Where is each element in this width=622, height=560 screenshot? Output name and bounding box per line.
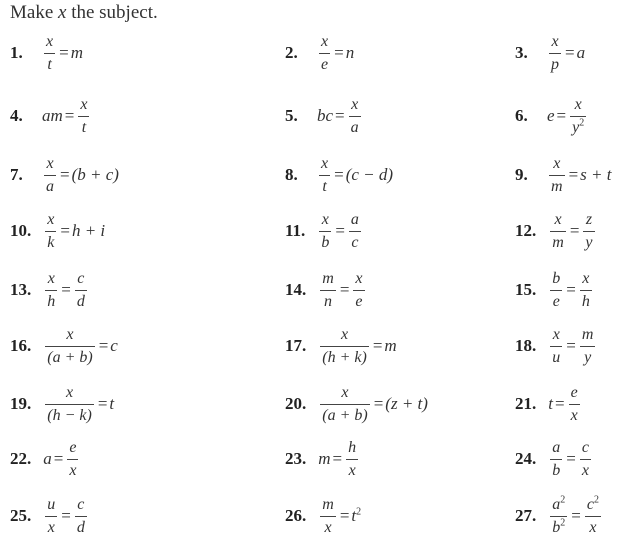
problem-number: 12. [515,221,537,240]
denominator: t [81,118,87,136]
problem-number: 1. [10,43,23,62]
problem-15 [515,262,594,318]
numerator: x [551,32,559,50]
denominator: (a + b) [322,406,368,424]
denominator-base: b [552,518,561,536]
numerator: x [47,269,55,287]
lhs: am [42,106,63,125]
equation [548,271,594,310]
fraction [45,212,56,251]
problem-11 [285,203,363,259]
equals-sign: = [98,336,109,355]
problem-6 [515,88,588,144]
equation [317,156,393,195]
denominator: m [551,177,563,195]
equals-sign: = [372,336,383,355]
numerator: e [570,383,578,401]
fraction [580,271,592,310]
equals-sign: = [64,106,75,125]
numerator: x [80,95,88,113]
problem-number: 4. [10,106,23,125]
fraction [75,497,87,536]
equation [548,212,596,251]
equation [317,212,363,251]
problem-19 [10,376,114,432]
equals-sign: = [556,106,567,125]
rhs: m [70,43,83,62]
equation [42,97,91,136]
rhs [351,506,361,526]
numerator: x [553,154,561,172]
denominator: m [552,233,564,251]
fraction [585,494,601,536]
fraction [45,497,57,536]
page-title [10,2,158,24]
equation [318,440,360,479]
problem-27 [515,488,603,544]
numerator: x [46,32,54,50]
denominator: (a + b) [47,348,93,366]
numerator: x [582,269,590,287]
fraction [320,385,369,424]
equation [318,497,361,536]
equals-sign: = [60,221,70,240]
rhs: (b + c) [71,165,119,184]
equation [547,156,611,195]
fraction [319,34,330,73]
problem-1 [10,25,83,81]
denominator: x [570,406,578,424]
numerator: c [77,495,85,513]
numerator: x [46,154,54,172]
rhs: s + t [580,165,612,184]
lhs: m [318,449,331,468]
denominator: x [69,461,77,479]
problem-13 [10,262,89,318]
fraction [349,97,361,136]
numerator: a [350,210,359,228]
equation [317,34,354,73]
numerator: x [66,325,74,343]
numerator [585,494,601,516]
problem-number: 26. [285,506,307,525]
denominator: a [350,118,359,136]
equals-sign: = [59,43,69,62]
equals-sign: = [334,43,344,62]
denominator: t [47,55,52,73]
denominator: e [321,55,329,73]
problem-number: 8. [285,165,298,184]
denominator: y [584,348,592,366]
problem-12 [515,203,597,259]
problem-number: 13. [10,280,32,299]
equation [43,385,114,424]
denominator: x [324,518,332,536]
exponent: 2 [560,494,566,506]
fraction [550,494,567,536]
problem-number: 19. [10,394,32,413]
equation [547,34,585,73]
fraction [44,34,55,73]
denominator: h [47,292,56,310]
numerator: x [321,210,329,228]
rhs: h + i [71,221,106,240]
equation [547,97,588,136]
problem-8 [285,147,393,203]
fraction [346,440,358,479]
lhs: t [548,394,553,413]
fraction [44,156,56,195]
problem-number: 18. [515,336,537,355]
fraction [349,212,361,251]
equation [548,440,593,479]
problem-number: 25. [10,506,32,525]
problem-number: 5. [285,106,298,125]
denominator: p [551,55,559,73]
problem-number: 7. [10,165,23,184]
numerator: x [65,383,74,401]
equals-sign: = [339,506,350,525]
denominator: e [552,292,560,310]
denominator: x [589,518,597,536]
problem-23 [285,431,360,487]
title-suffix: the subject. [66,2,158,23]
problem-17 [285,318,397,374]
fraction [550,271,562,310]
rhs: t [109,394,115,413]
equals-sign: = [339,280,350,299]
rhs: n [345,43,355,62]
numerator: b [552,269,561,287]
equals-sign: = [565,43,575,62]
numerator: x [355,269,363,287]
exponent: 2 [356,506,362,518]
denominator: u [552,348,561,366]
exponent: 2 [593,494,599,506]
lhs: a [43,449,52,468]
problem-number: 22. [10,449,32,468]
fraction [550,327,562,366]
equals-sign: = [335,106,345,125]
fraction [319,212,331,251]
denominator: d [76,292,85,310]
equals-sign: = [566,449,576,468]
numerator-base: a [552,495,561,513]
problem-21 [515,376,582,432]
denominator: (h + k) [322,348,367,366]
rhs-base: t [351,506,357,525]
fraction [549,156,565,195]
title-prefix: Make [10,2,59,23]
equals-sign: = [53,449,64,468]
fraction [320,271,336,310]
problem-number: 11. [285,221,306,240]
numerator-base: c [586,495,594,513]
problem-number: 3. [515,43,528,62]
exponent: 2 [560,517,566,529]
equals-sign: = [554,394,565,413]
numerator: c [581,438,589,456]
denominator: y [585,233,593,251]
equation [548,385,581,424]
problem-number: 14. [285,280,307,299]
fraction [319,156,330,195]
equals-sign: = [571,506,581,525]
equation [318,271,366,310]
equals-sign: = [335,221,345,240]
title-var: x [58,2,67,23]
denominator: d [76,518,85,536]
equals-sign: = [61,506,71,525]
equation [43,497,89,536]
fraction [550,212,566,251]
numerator: x [340,325,349,343]
denominator: b [552,461,561,479]
numerator: x [47,210,55,228]
fraction [45,327,94,366]
problem-5 [285,88,363,144]
problem-20 [285,376,428,432]
problem-number: 24. [515,449,537,468]
fraction [75,271,87,310]
denominator: a [46,177,54,195]
denominator: c [351,233,359,251]
exponent: 2 [579,117,585,129]
numerator: x [321,32,329,50]
fraction [45,271,57,310]
problem-number: 23. [285,449,307,468]
fraction [570,97,586,136]
problem-number: 6. [515,106,528,125]
problem-25 [10,488,89,544]
problem-number: 9. [515,165,528,184]
equation [43,271,89,310]
equation [43,212,105,251]
fraction [45,385,94,424]
problem-number: 2. [285,43,298,62]
equals-sign: = [332,449,343,468]
rhs: (c − d) [345,165,394,184]
problem-10 [10,203,105,259]
problem-22 [10,431,80,487]
problem-number: 27. [515,506,537,525]
problem-9 [515,147,611,203]
fraction [569,385,580,424]
fraction [320,497,336,536]
problem-2 [285,25,354,81]
numerator: m [322,495,334,513]
problem-16 [10,318,118,374]
problem-number: 10. [10,221,32,240]
denominator: h [581,292,590,310]
equation [317,97,363,136]
equation [43,440,80,479]
equals-sign: = [334,165,344,184]
equals-sign: = [60,165,70,184]
denominator: (h − k) [47,406,92,424]
problem-number: 16. [10,336,32,355]
denominator: b [321,233,330,251]
equals-sign: = [97,394,108,413]
fraction [583,212,594,251]
equals-sign: = [566,280,576,299]
equation [548,494,603,536]
numerator: x [574,95,582,113]
lhs: bc [317,106,334,125]
numerator: z [585,210,593,228]
equals-sign: = [373,394,384,413]
denominator: e [355,292,363,310]
problem-3 [515,25,585,81]
equation [42,34,83,73]
numerator [550,494,567,516]
denominator: t [322,177,327,195]
fraction [67,440,78,479]
numerator: u [47,495,56,513]
lhs: e [547,106,555,125]
problem-number: 21. [515,394,537,413]
equation [548,327,597,366]
rhs: a [576,43,586,62]
equation [43,327,118,366]
denominator: x [47,518,55,536]
numerator: m [322,269,334,287]
numerator: e [69,438,77,456]
equation [318,385,428,424]
fraction [580,440,591,479]
numerator: x [351,95,359,113]
problem-18 [515,318,597,374]
rhs: c [110,336,118,355]
numerator: h [348,438,357,456]
equals-sign: = [569,221,580,240]
denominator [570,117,586,136]
denominator: k [47,233,55,251]
equals-sign: = [566,336,576,355]
equation [318,327,396,366]
problem-24 [515,431,593,487]
problem-number: 17. [285,336,307,355]
numerator: x [321,154,329,172]
fraction [353,271,364,310]
equals-sign: = [61,280,71,299]
problem-4 [10,88,91,144]
denominator: x [581,461,589,479]
problem-number: 15. [515,280,537,299]
problem-26 [285,488,361,544]
fraction [78,97,89,136]
fraction [550,440,562,479]
problem-7 [10,147,119,203]
numerator: m [581,325,594,343]
problem-14 [285,262,367,318]
numerator: c [77,269,85,287]
denominator-base: y [572,118,580,136]
denominator: n [324,292,333,310]
fraction [549,34,561,73]
numerator: a [552,438,561,456]
denominator [550,517,567,536]
numerator: x [554,210,562,228]
problem-number: 20. [285,394,307,413]
numerator: x [552,325,560,343]
fraction [580,327,596,366]
fraction [320,327,369,366]
equals-sign: = [568,165,579,184]
rhs: m [384,336,397,355]
equation [42,156,119,195]
numerator: x [341,383,349,401]
rhs: (z + t) [385,394,428,413]
denominator: x [348,461,356,479]
